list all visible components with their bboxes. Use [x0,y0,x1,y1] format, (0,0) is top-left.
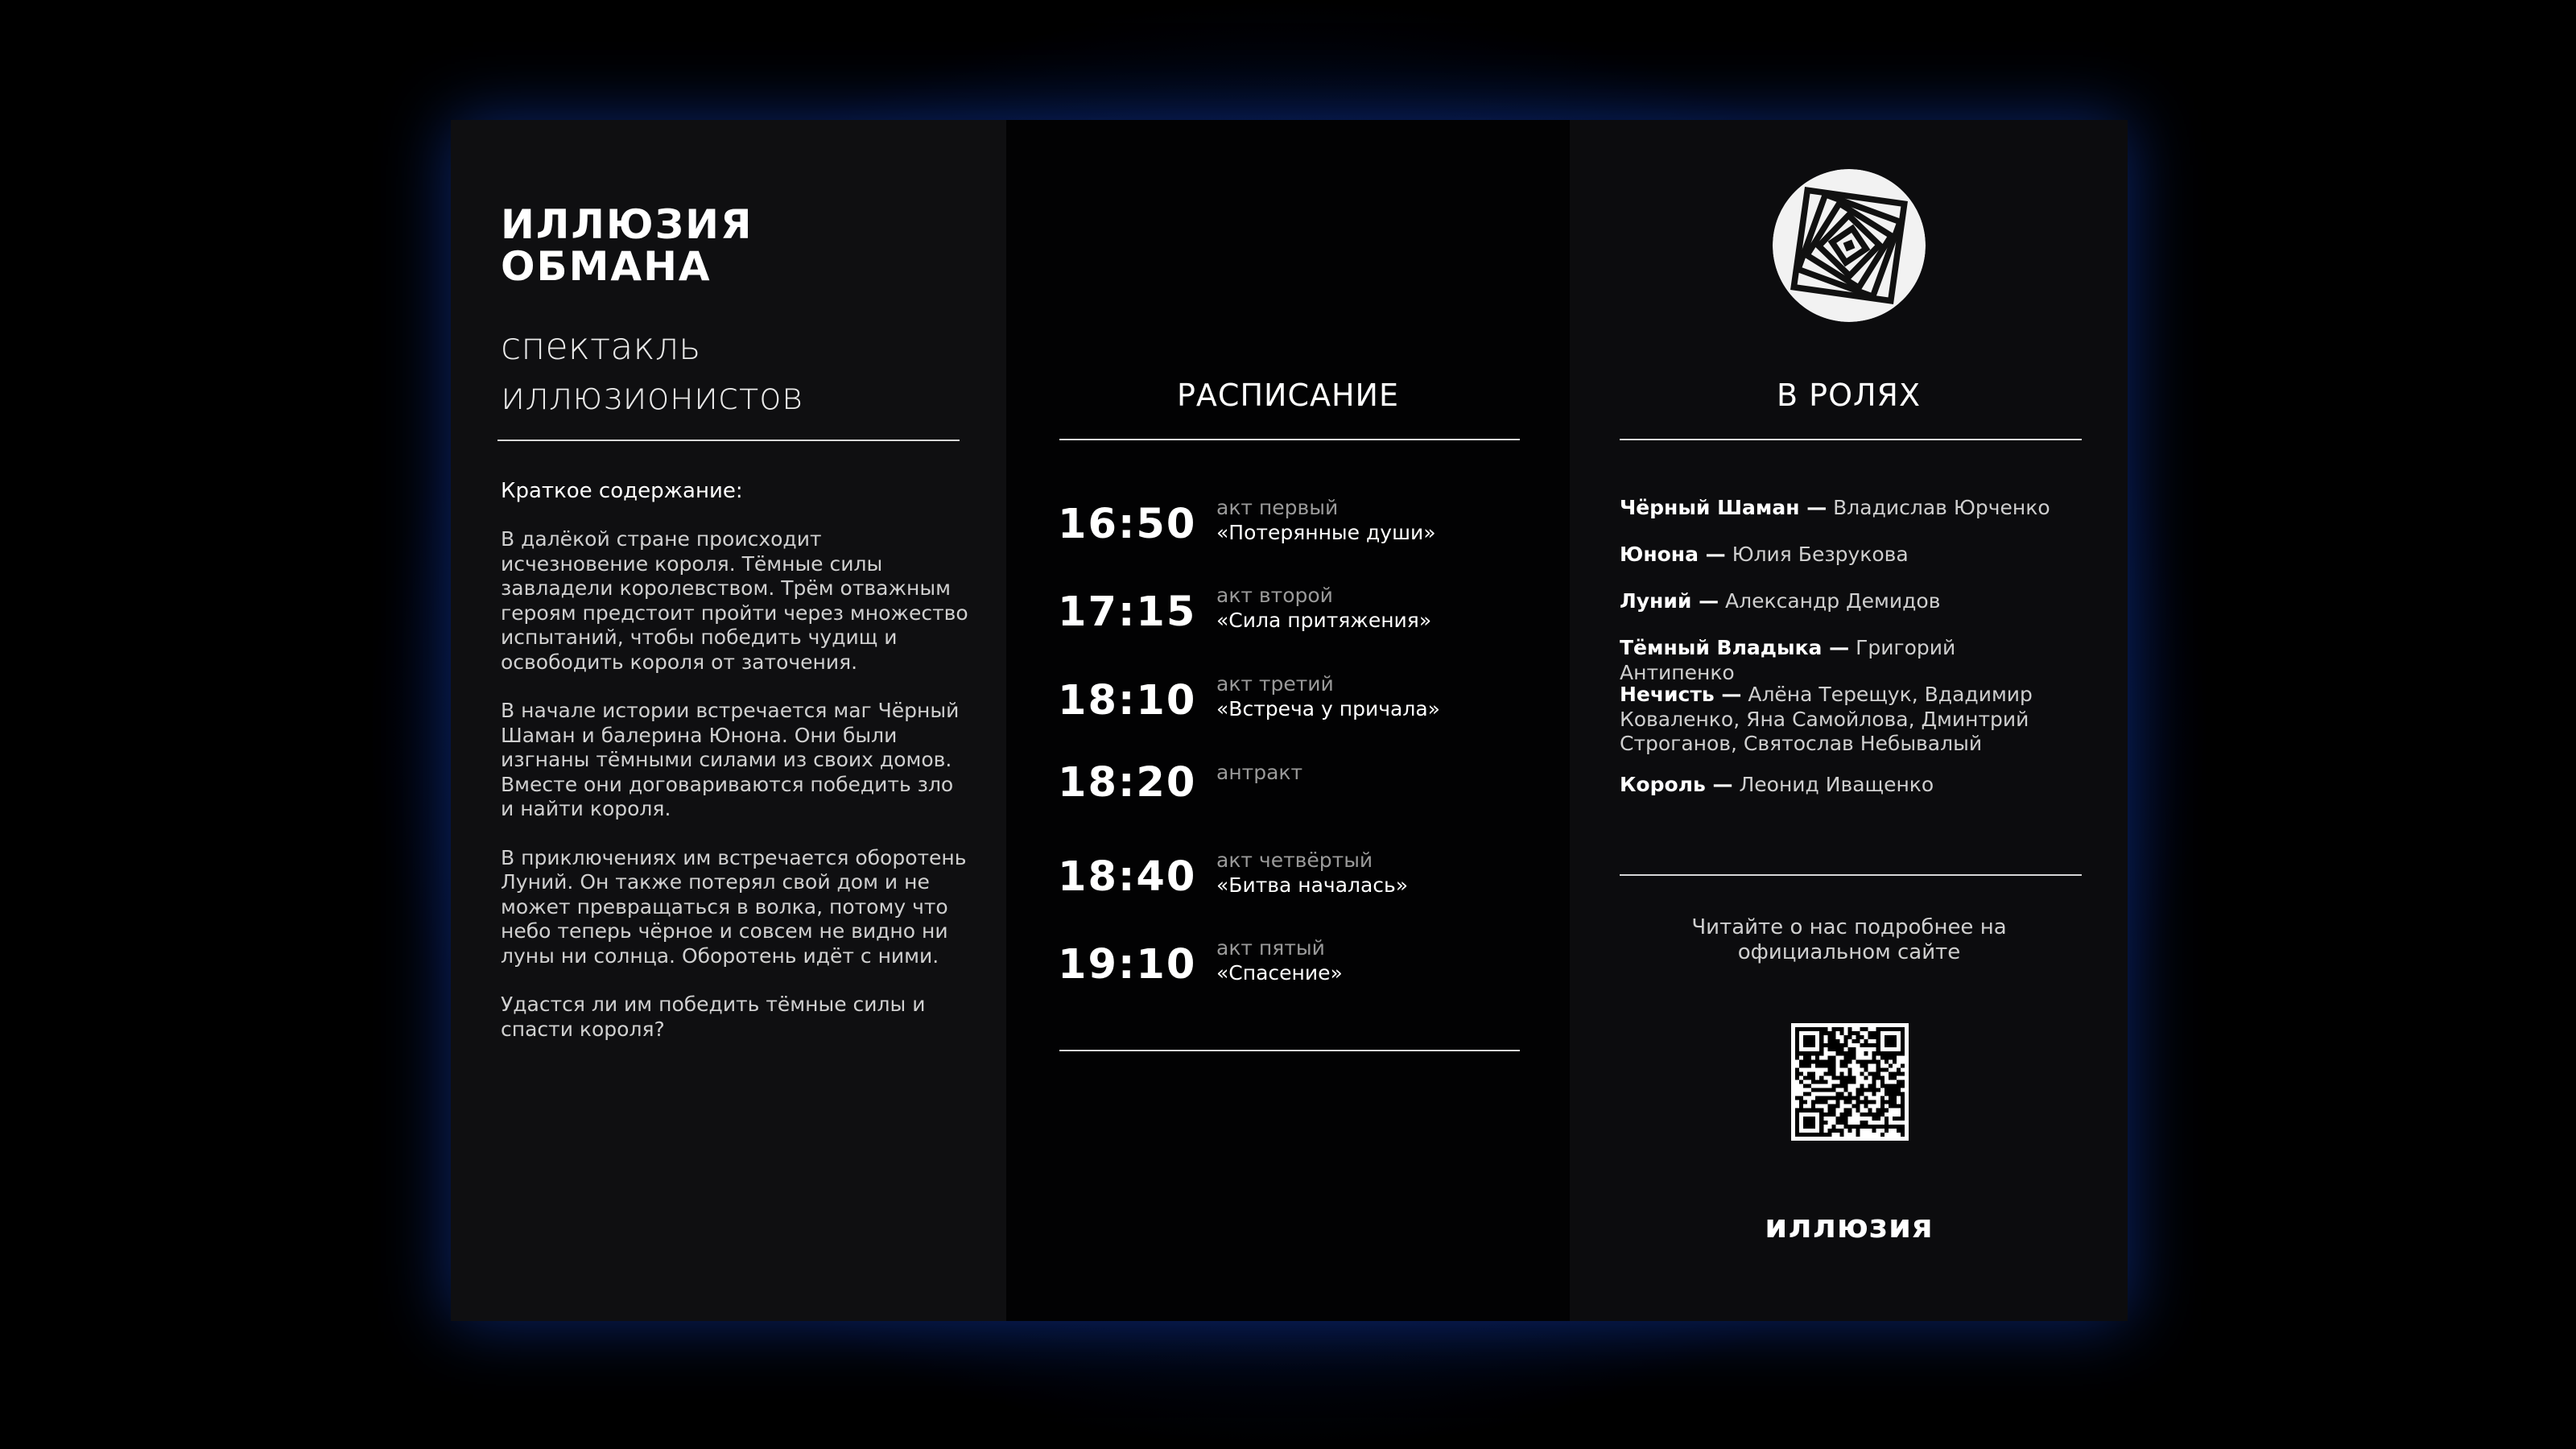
summary-paragraph: В приключениях им встречается оборотень Луний. Он также потерял свой дом и не может превращаться в волка, потому что небо теперь чёрное и совсем не видно ни луны ни солнца. Оборотень идёт с ними. [501,845,967,968]
divider [1620,439,2082,440]
schedule-act-title: «Битва началась» [1216,873,1409,897]
cast-entry [1620,543,2070,568]
summary-paragraph: В начале истории встречается маг Чёрный Шаман и балерина Юнона. Они были изгнаны тёмными силами из своих домов. Вместе они договариваются победить зло и найти короля. [501,699,960,820]
schedule-act-title: «Спасение» [1216,961,1343,985]
schedule-time: 18:10 [1058,677,1197,724]
cast-role: Король — [1620,773,1733,796]
schedule-time: 16:50 [1058,501,1197,548]
qr-code-icon[interactable] [1791,1023,1909,1141]
cast-actors: Григорий Антипенко [1620,636,1956,684]
cast-entry [1620,496,2070,521]
schedule-time: 17:15 [1058,588,1197,636]
brand-logo: иллюзия [1765,1208,1934,1245]
cast-role: Тёмный Владыка — [1620,636,1850,659]
summary-panel [451,120,1006,1321]
cast-role: Чёрный Шаман — [1620,496,1827,519]
divider [497,440,960,441]
cast-actors: Леонид Иващенко [1732,773,1934,796]
schedule-act: акт третий [1216,672,1334,696]
schedule-time: 19:10 [1058,941,1197,989]
cast-actors: Алёна Терещук, Вдадимир Коваленко, Яна Самойлова, Дминтрий Строганов, Святослав Небывалый [1620,683,2033,755]
schedule-act-title: «Встреча у причала» [1216,697,1440,720]
brochure [451,120,2128,1321]
schedule-act: акт первый [1216,496,1339,519]
summary-text [501,527,972,1066]
cast-actors: Юлия Безрукова [1725,543,1909,566]
square-vortex-icon [1773,169,1926,322]
schedule-act-title: «Сила притяжения» [1216,609,1432,632]
divider [1620,874,2082,876]
schedule-act: акт пятый [1216,936,1325,960]
cast-panel [1570,120,2128,1321]
cast-entry [1620,773,2070,798]
cast-heading: В РОЛЯХ [1777,378,1921,413]
summary-paragraph: Удастся ли им победить тёмные силы и спасти короля? [501,993,926,1041]
show-subtitle: спектакль иллюзионистов [501,324,803,418]
cast-role: Луний — [1620,589,1719,613]
cast-entry [1620,589,2070,614]
website-note: Читайте о нас подробнее на официальном сайте [1691,915,2007,964]
schedule-time: 18:40 [1058,853,1197,901]
cast-entry [1620,683,2070,757]
cast-actors: Владислав Юрченко [1827,496,2050,519]
summary-paragraph: В далёкой стране происходит исчезновение короля. Тёмные силы завладели королевством. Трём отважным героям предстоит пройти через множество испытаний, чтобы победить чудищ и освободить короля от заточения. [501,527,968,674]
cast-entry [1620,636,2070,685]
cast-actors: Александр Демидов [1719,589,1941,613]
cast-role: Юнона — [1620,543,1726,566]
schedule-act-title: «Потерянные души» [1216,521,1436,544]
show-title: ИЛЛЮЗИЯ ОБМАНА [501,201,753,290]
schedule-act: акт четвёртый [1216,848,1373,872]
summary-label: Краткое содержание: [501,479,743,503]
schedule-act: антракт [1216,761,1303,784]
divider [1059,439,1520,440]
cast-role: Нечисть — [1620,683,1742,706]
schedule-time: 18:20 [1058,759,1197,807]
schedule-heading: РАСПИСАНИЕ [1177,378,1399,413]
divider [1059,1050,1520,1051]
schedule-act: акт второй [1216,584,1333,607]
